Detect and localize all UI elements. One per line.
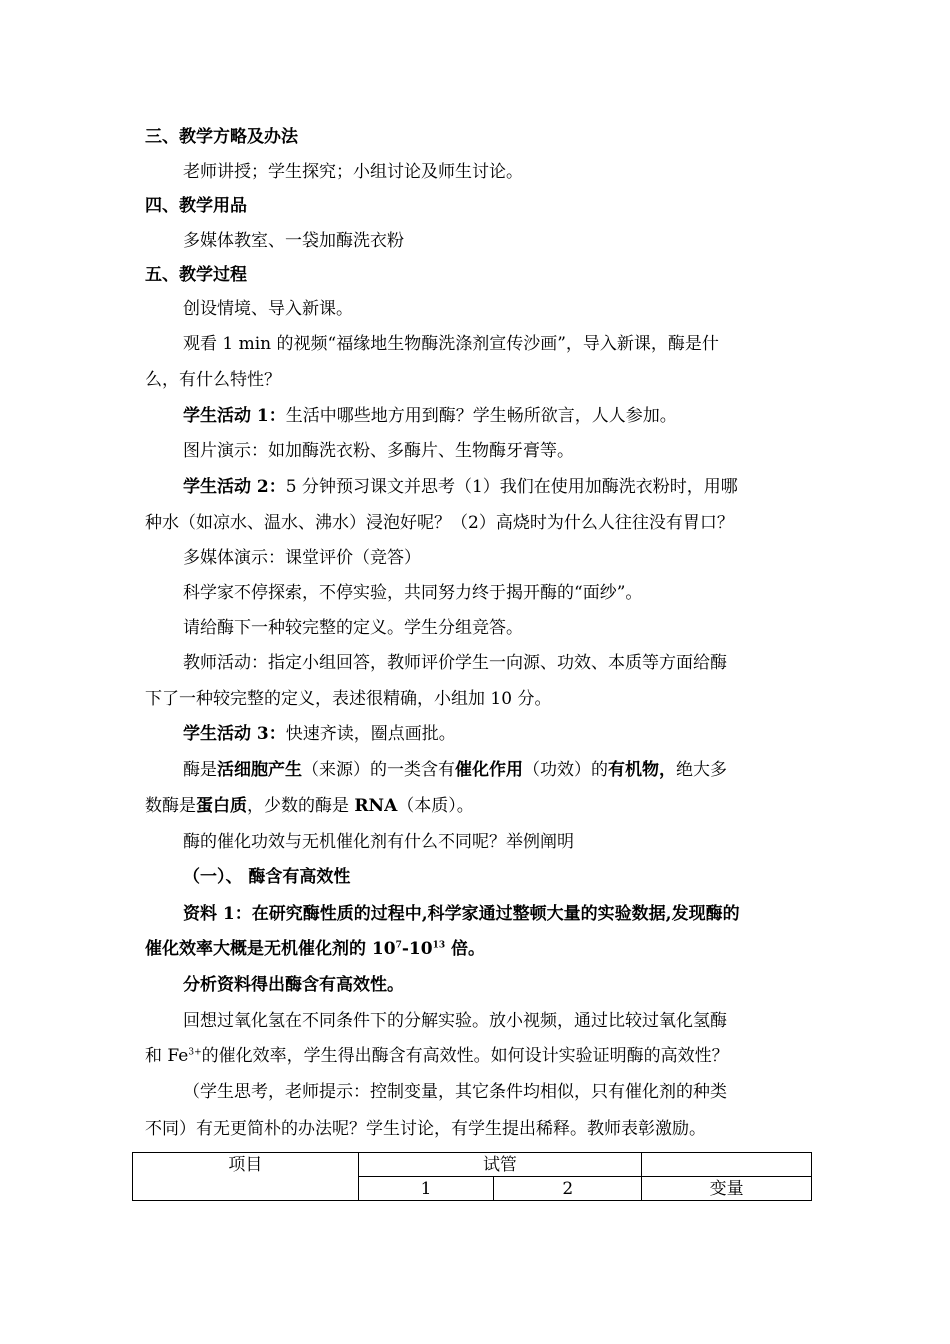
recall-text: 和 Fe	[145, 1046, 189, 1066]
table-cell-tube1: 1	[358, 1177, 494, 1201]
table-header-tube: 试管	[358, 1153, 642, 1177]
picture-demo-paragraph: 图片演示：如加酶洗衣粉、多酶片、生物酶牙膏等。	[183, 441, 574, 461]
material-1-line2	[145, 938, 810, 960]
analysis-paragraph: 分析资料得出酶含有高效性。	[183, 975, 404, 995]
activity-1-paragraph	[183, 405, 810, 427]
activity-2-continuation: 种水（如凉水、温水、沸水）浸泡好呢？（2）高烧时为什么人往往没有胃口？	[145, 513, 734, 533]
mat-text: 催化效率大概是无机催化剂的 10	[145, 939, 396, 959]
section-5-heading: 五、教学过程	[145, 265, 247, 285]
enzyme-definition-line1	[183, 759, 810, 781]
video-paragraph-line2: 么，有什么特性？	[145, 370, 281, 390]
activity-3-label: 学生活动 3：	[183, 724, 286, 744]
teacher-activity-line2: 下了一种较完整的定义，表述很精确，小组加 10 分。	[145, 689, 552, 709]
mat-text: 倍。	[445, 939, 486, 959]
def-text: 数酶是	[145, 796, 196, 816]
table-cell-empty	[642, 1153, 812, 1177]
def-text: ，少数的酶是	[247, 796, 355, 816]
intro-paragraph: 创设情境、导入新课。	[183, 299, 353, 319]
def-text: （来源）的一类含有	[302, 760, 455, 780]
definition-prompt: 请给酶下一种较完整的定义。学生分组竞答。	[183, 618, 523, 638]
activity-3-paragraph	[183, 723, 810, 745]
def-text: （本质）。	[397, 796, 474, 816]
mat-text: -10	[401, 939, 433, 959]
think-paragraph-line1: （学生思考，老师提示：控制变量，其它条件均相似，只有催化剂的种类	[183, 1082, 727, 1102]
section-3-body: 老师讲授；学生探究；小组讨论及师生讨论。	[183, 162, 523, 182]
def-text: 绝大多	[676, 760, 727, 780]
scientist-paragraph: 科学家不停探索，不停实验，共同努力终于揭开酶的“面纱”。	[183, 583, 643, 603]
activity-1-text: 生活中哪些地方用到酶？学生畅所欲言，人人参加。	[285, 406, 677, 426]
comparison-question: 酶的催化功效与无机催化剂有什么不同呢？举例阐明	[183, 832, 574, 852]
table-header-item: 项目	[133, 1153, 359, 1201]
subsection-1-heading: （一）、 酶含有高效性	[183, 867, 351, 887]
def-text: 酶是	[183, 760, 217, 780]
def-bold-organic: 有机物，	[608, 760, 676, 780]
section-4-heading: 四、教学用品	[145, 196, 247, 216]
think-paragraph-line2: 不同）有无更简朴的办法呢？学生讨论，有学生提出稀释。教师表彰激励。	[145, 1119, 706, 1139]
activity-2-text: 5 分钟预习课文并思考（1）我们在使用加酶洗衣粉时，用哪	[285, 477, 738, 497]
teacher-activity-line1: 教师活动：指定小组回答，教师评价学生一向源、功效、本质等方面给酶	[183, 653, 727, 673]
material-1-line1: 资料 1：在研究酶性质的过程中,科学家通过整顿大量的实验数据,发现酶的	[183, 904, 740, 924]
media-demo-paragraph: 多媒体演示：课堂评价（竞答）	[183, 548, 421, 568]
def-text: （功效）的	[523, 760, 608, 780]
activity-1-label: 学生活动 1：	[183, 406, 286, 426]
def-bold-protein: 蛋白质	[196, 796, 247, 816]
recall-paragraph-line2	[145, 1045, 810, 1067]
activity-2-paragraph	[183, 476, 810, 498]
experiment-table	[132, 1152, 812, 1201]
recall-paragraph-line1: 回想过氧化氢在不同条件下的分解实验。放小视频，通过比较过氧化氢酶	[183, 1011, 727, 1031]
section-4-body: 多媒体教室、一袋加酶洗衣粉	[183, 231, 404, 251]
activity-3-text: 快速齐读，圈点画批。	[285, 724, 456, 744]
table-row	[133, 1153, 812, 1177]
activity-2-label: 学生活动 2：	[183, 477, 286, 497]
ion-charge: 3+	[188, 1047, 202, 1058]
table-cell-tube2: 2	[494, 1177, 642, 1201]
exponent: 7	[395, 940, 402, 951]
def-bold-source: 活细胞产生	[217, 760, 302, 780]
enzyme-definition-line2	[145, 795, 810, 817]
table-cell-variable: 变量	[642, 1177, 812, 1201]
exponent: 13	[432, 940, 446, 951]
def-bold-function: 催化作用	[455, 760, 523, 780]
recall-text: 的催化效率，学生得出酶含有高效性。如何设计实验证明酶的高效性？	[201, 1046, 729, 1066]
def-bold-rna: RNA	[354, 796, 398, 816]
section-3-heading: 三、教学方略及办法	[145, 127, 298, 147]
video-paragraph-line1: 观看 1 min 的视频“福缘地生物酶洗涤剂宣传沙画”，导入新课，酶是什	[183, 334, 719, 354]
